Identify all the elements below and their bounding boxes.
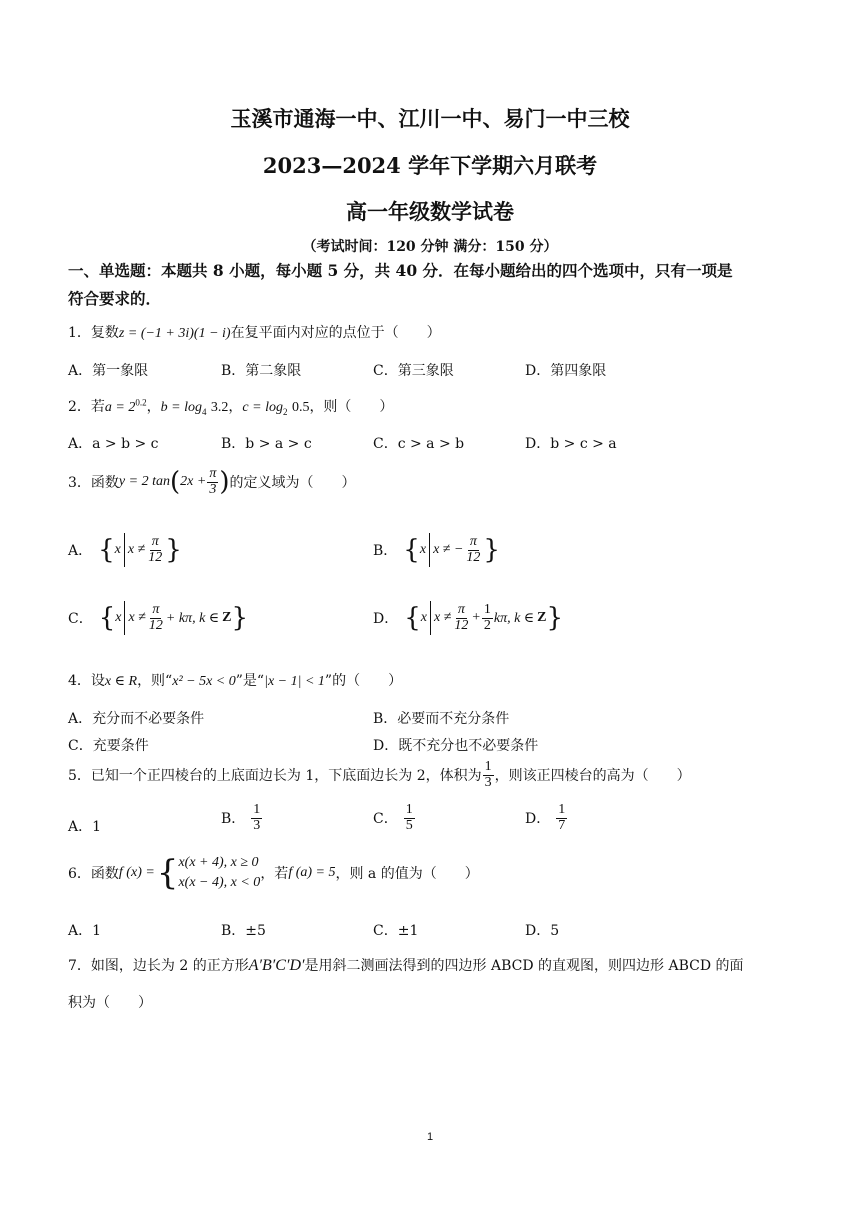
option-label: B． xyxy=(373,543,398,559)
math-c-arg: 0.5 xyxy=(291,400,310,415)
question-text: 已知一个正四棱台的上底面边长为 1，下底面边长为 2，体积为 xyxy=(90,768,482,785)
math-square: A′B′C′D′ xyxy=(248,957,305,974)
question-5 xyxy=(68,760,691,790)
question-text: ，若 xyxy=(260,866,289,883)
option-d: D．第四象限 xyxy=(525,363,607,379)
option-label: B． xyxy=(221,811,246,828)
option-c: C．充要条件 xyxy=(68,738,149,754)
set-variable: x xyxy=(420,610,427,625)
numerator: 1 xyxy=(253,802,261,817)
option-d: D． { x x ≠ $\frac{\pi}{12}$ + $\frac{1}{2}$ kπ, k ∈ Z } xyxy=(373,601,564,633)
math-expression: 2x + xyxy=(180,474,207,490)
math-set: x ∈ R xyxy=(104,674,138,689)
set-condition: x ≠ − xyxy=(433,542,464,557)
exam-title-subject: 高一年级数学试卷 xyxy=(346,199,514,224)
option-b: B．±5 xyxy=(221,923,266,939)
pi-numerator: π xyxy=(151,533,159,549)
question-text: 的定义域为（ ） xyxy=(229,475,356,492)
numerator: 1 xyxy=(484,759,492,774)
math-expression: z = (−1 + 3i)(1 − i) xyxy=(118,326,231,341)
option-a: A． { x x ≠ $\frac{\pi}{12}$ } xyxy=(68,533,182,565)
question-text: 复数 xyxy=(90,325,119,341)
option-a: A．1 xyxy=(68,819,102,835)
math-expression: y = 2 tan xyxy=(118,474,170,490)
integer-set: Z xyxy=(537,610,547,625)
denominator: 12 xyxy=(148,617,163,633)
option-label: A． xyxy=(68,543,93,559)
denominator: 12 xyxy=(466,549,481,565)
question-6: 6． 函数 f (x) = { x(x + 4), x ≥ 0 x(x − 4), x < 0 ，若 f (a) = 5 ，则 a 的值为（ ） xyxy=(68,853,479,894)
question-number: 4． xyxy=(68,673,91,689)
option-b xyxy=(221,803,263,833)
question-text: ，则（ ） xyxy=(309,399,394,415)
option-d: D．既不充分也不必要条件 xyxy=(373,738,539,754)
set-condition: x ≠ xyxy=(434,610,452,625)
option-b: B．第二象限 xyxy=(221,363,302,379)
question-text: ，则“ xyxy=(137,673,173,689)
plus-sign: + xyxy=(471,610,481,625)
option-c: C．c > a > b xyxy=(373,436,465,452)
question-text: ”的（ ） xyxy=(324,673,403,689)
exam-info: （考试时间：120 分钟 满分：150 分） xyxy=(302,239,558,255)
half-denominator: 2 xyxy=(483,617,491,633)
question-text: 在复平面内对应的点位于（ ） xyxy=(230,325,441,341)
math-condition: f (a) = 5 xyxy=(288,865,336,881)
question-text: 函数 xyxy=(90,475,119,492)
math-b: b = log xyxy=(160,400,202,415)
set-condition-tail: + kπ, k ∈ xyxy=(165,610,220,626)
math-inequality-1: x² − 5x < 0 xyxy=(172,674,236,689)
question-number: 2． xyxy=(68,399,91,415)
option-c: C． { x x ≠ $\frac{\pi}{12}$ + kπ, k ∈ Z } xyxy=(68,601,249,633)
pi-numerator: π xyxy=(457,601,465,617)
set-condition: x ≠ xyxy=(128,610,146,625)
option-b: B．必要而不充分条件 xyxy=(373,711,510,727)
pi-numerator: π xyxy=(152,601,160,617)
piecewise-case-2: x(x − 4), x < 0 xyxy=(178,875,261,891)
option-b: B． { x x ≠ − $\frac{\pi}{12}$ } xyxy=(373,533,500,565)
option-label: C． xyxy=(68,611,93,627)
question-number: 6． xyxy=(68,866,91,883)
option-d xyxy=(525,803,568,833)
set-condition: x ≠ xyxy=(127,542,146,557)
pi-numerator: π xyxy=(209,466,217,481)
function-name: f (x) = xyxy=(118,865,155,881)
math-a-exponent: 0.2 xyxy=(135,397,147,408)
denominator: 3 xyxy=(484,774,492,790)
question-number: 1． xyxy=(68,325,91,341)
set-variable: x xyxy=(419,542,427,557)
option-a: A．第一象限 xyxy=(68,363,149,379)
pi-numerator: π xyxy=(469,533,477,549)
numerator: 1 xyxy=(558,802,566,817)
section-heading-line1: 一、单选题：本题共 8 小题，每小题 5 分，共 40 分．在每小题给出的四个选项中，只有一项是 xyxy=(68,261,733,280)
option-d: D．5 xyxy=(525,923,560,939)
question-text: 若 xyxy=(90,399,105,415)
question-7 xyxy=(68,955,744,975)
section-heading-line2: 符合要求的． xyxy=(68,289,162,308)
question-text: 是用斜二测画法得到的四边形 ABCD 的直观图，则四边形 ABCD 的面 xyxy=(304,958,744,974)
question-2: 2．若$a = 2^{0.2}$，$b = \log_4 3.2$，$c = \log_2 0.5$，则（ ） xyxy=(68,397,394,417)
option-label: D． xyxy=(373,611,399,627)
set-variable: x xyxy=(114,542,121,557)
question-number: 5． xyxy=(68,768,91,785)
math-c-base: 2 xyxy=(282,406,288,417)
question-number: 7． xyxy=(68,958,91,974)
denominator: 12 xyxy=(454,617,469,633)
denominator: 5 xyxy=(405,817,413,833)
question-text: 设 xyxy=(90,673,105,689)
question-1 xyxy=(68,322,441,342)
question-7-line2: 积为（ ） xyxy=(68,995,152,1011)
option-a: A．a > b > c xyxy=(68,436,159,452)
question-4 xyxy=(68,670,402,690)
question-text: ”是“ xyxy=(235,673,265,689)
question-3: 3． 函数 y = 2 tan ( 2x + $\frac{\pi}{3}$ ) 的定义域为（ ） xyxy=(68,466,356,498)
question-text: ，则该正四棱台的高为（ ） xyxy=(494,768,691,785)
option-label: D． xyxy=(525,811,551,828)
page-number: 1 xyxy=(426,1131,434,1143)
math-inequality-2: |x − 1| < 1 xyxy=(264,674,325,689)
question-number: 3． xyxy=(68,475,91,492)
set-variable: x xyxy=(115,610,122,625)
option-c xyxy=(373,803,416,833)
piecewise-case-1: x(x + 4), x ≥ 0 xyxy=(178,855,259,870)
question-text: 如图，边长为 2 的正方形 xyxy=(90,958,249,974)
option-a: A．1 xyxy=(68,923,102,939)
half-numerator: 1 xyxy=(483,601,491,617)
question-text: 函数 xyxy=(90,866,119,883)
math-a: a = 2 xyxy=(104,400,136,415)
denominator: 3 xyxy=(253,817,261,833)
option-b: B．b > a > c xyxy=(221,436,312,452)
denominator: 3 xyxy=(209,481,217,497)
math-c: c = log xyxy=(242,400,283,415)
option-d: D．b > c > a xyxy=(525,436,617,452)
math-b-arg: 3.2 xyxy=(210,400,229,415)
set-condition-tail: kπ, k ∈ xyxy=(493,610,535,626)
option-c: C．±1 xyxy=(373,923,419,939)
integer-set: Z xyxy=(222,610,232,625)
numerator: 1 xyxy=(405,802,413,817)
denominator: 7 xyxy=(558,817,566,833)
exam-title-schools: 玉溪市通海一中、江川一中、易门一中三校 xyxy=(230,106,630,131)
option-label: C． xyxy=(373,811,398,828)
exam-title-term: 2023—2024 学年下学期六月联考 xyxy=(262,153,598,178)
option-a: A．充分而不必要条件 xyxy=(68,711,205,727)
math-b-base: 4 xyxy=(201,406,207,417)
option-c: C．第三象限 xyxy=(373,363,454,379)
question-text: ，则 a 的值为（ ） xyxy=(335,866,479,883)
denominator: 12 xyxy=(148,549,163,565)
